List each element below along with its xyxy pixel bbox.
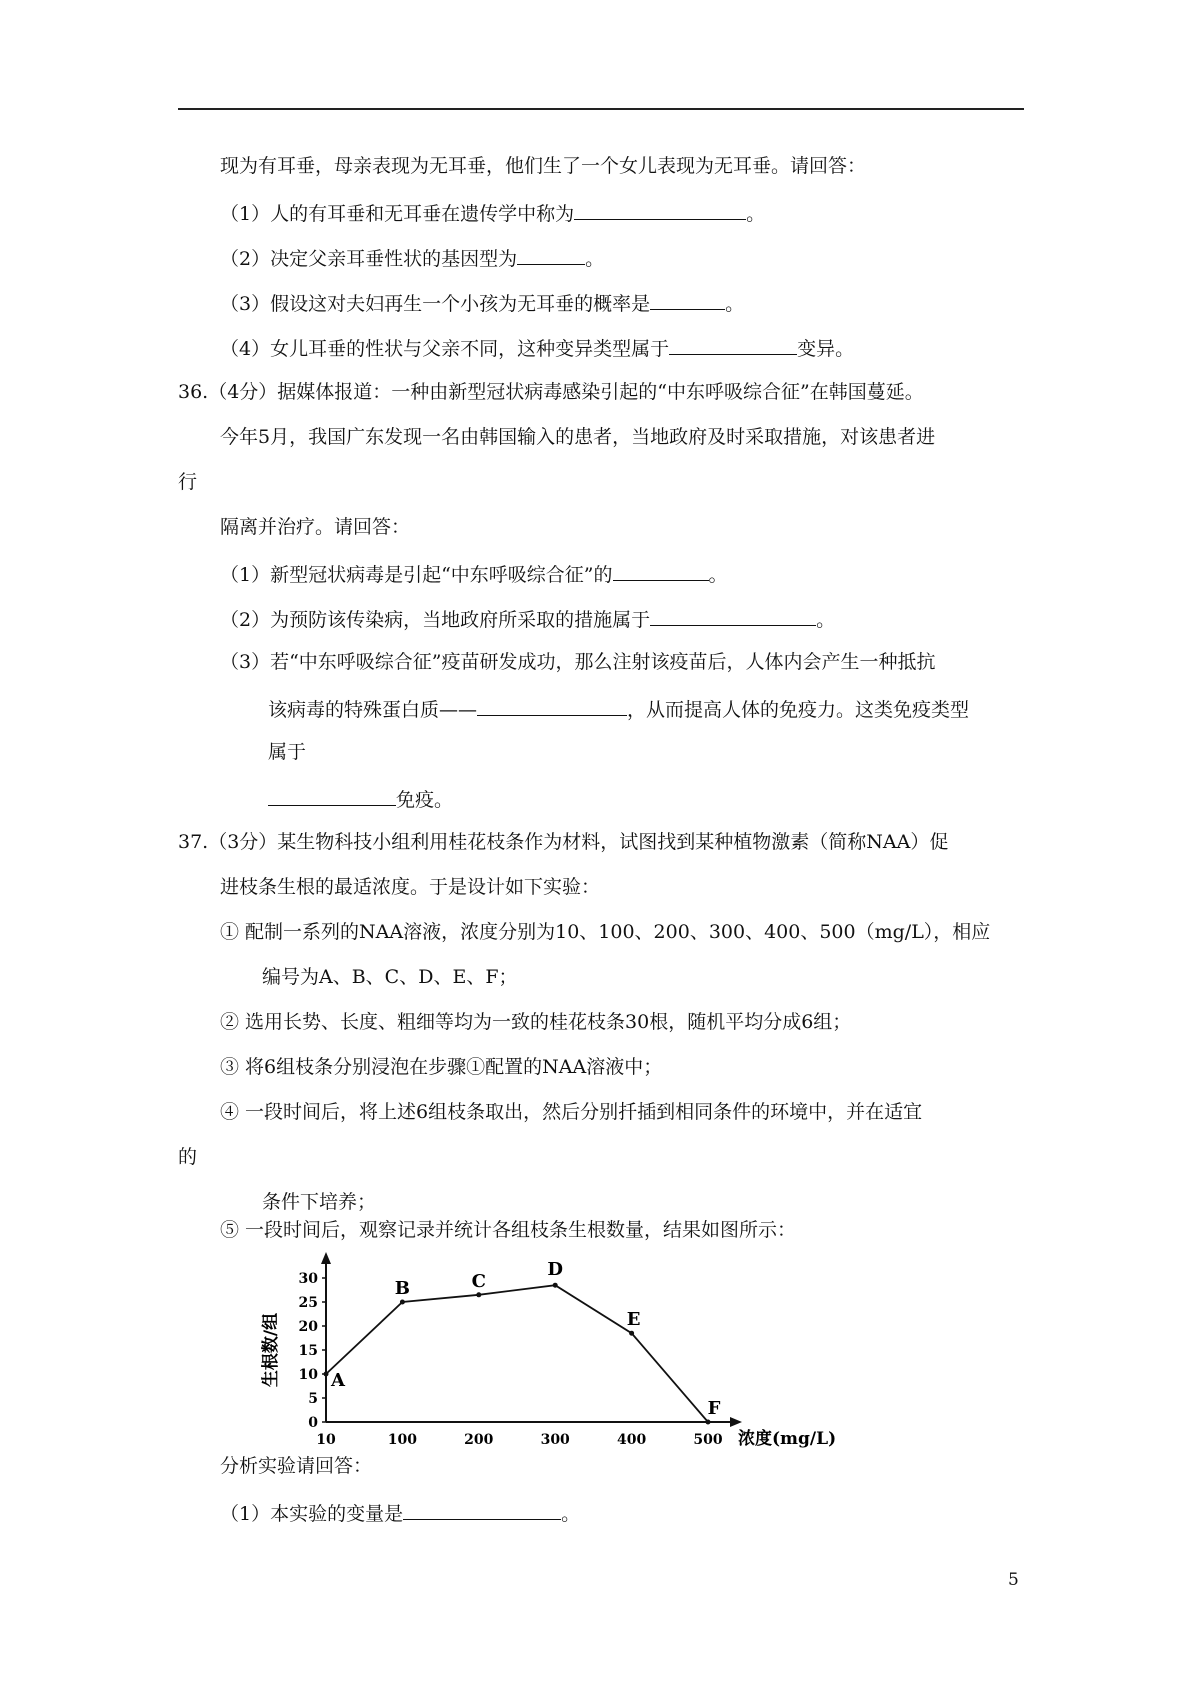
q35-sub1-end: 。 — [746, 203, 766, 225]
answer-blank[interactable] — [517, 242, 585, 265]
y-tick-label: 10 — [298, 1367, 318, 1383]
q37-step4c: 条件下培养； — [262, 1191, 377, 1213]
q36-sub3b-text: 该病毒的特殊蛋白质—— — [268, 699, 478, 721]
q37-analysis: 分析实验请回答： — [220, 1455, 373, 1477]
answer-blank[interactable] — [613, 558, 709, 581]
x-tick-label: 300 — [540, 1432, 570, 1448]
x-tick-label: 500 — [693, 1432, 723, 1448]
q35-sub3-end: 。 — [725, 293, 745, 315]
x-tick-label: 100 — [387, 1432, 418, 1448]
q36-sub3c: 属于 — [268, 741, 307, 763]
q36-sub3b-end: ，从而提高人体的免疫力。这类免疫类型 — [627, 699, 970, 721]
chart-xlabel: 浓度(mg/L) — [738, 1429, 837, 1448]
x-tick-label: 400 — [616, 1432, 647, 1448]
chart-y-ticks — [299, 1271, 326, 1431]
data-point — [324, 1372, 329, 1377]
point-label: A — [331, 1370, 345, 1391]
rooting-chart — [256, 1248, 856, 1448]
y-tick-label: 0 — [308, 1415, 318, 1431]
q36-line3: 行 — [178, 471, 198, 493]
answer-blank[interactable] — [268, 783, 396, 806]
q36-line2: 今年5月，我国广东发现一名由韩国输入的患者，当地政府及时采取措施，对该患者进 — [220, 426, 936, 448]
q35-sub2 — [220, 242, 604, 273]
answer-blank[interactable] — [650, 287, 725, 310]
q35-sub4-text: （4）女儿耳垂的性状与父亲不同，这种变异类型属于 — [220, 338, 670, 360]
q37-step5: ⑤ 一段时间后，观察记录并统计各组枝条生根数量，结果如图所示： — [220, 1219, 797, 1241]
chart-axes — [321, 1252, 742, 1427]
q37-head: 37.（3分）某生物科技小组利用桂花枝条作为材料，试图找到某种植物激素（简称NAA）促 — [178, 831, 949, 853]
point-label: B — [394, 1278, 411, 1299]
q36-sub3b — [268, 693, 969, 724]
data-point — [476, 1292, 481, 1297]
header-rule — [178, 108, 1024, 110]
x-tick-label: 10 — [316, 1432, 336, 1448]
q37-step1a: ① 配制一系列的NAA溶液，浓度分别为10、100、200、300、400、500（mg/L），相应 — [220, 921, 991, 943]
q35-sub3 — [220, 287, 744, 318]
answer-blank[interactable] — [403, 1497, 561, 1520]
q35-intro: 现为有耳垂，母亲表现为无耳垂，他们生了一个女儿表现为无耳垂。请回答： — [220, 155, 867, 177]
point-label: C — [471, 1270, 486, 1292]
point-label: D — [547, 1259, 564, 1281]
q35-sub4-end: 变异。 — [797, 338, 855, 360]
q37-sub1 — [220, 1497, 580, 1528]
y-tick-label: 15 — [298, 1343, 318, 1359]
q36-sub3d — [268, 783, 453, 814]
chart-x-ticks — [316, 1432, 723, 1448]
q37-head2: 进枝条生根的最适浓度。于是设计如下实验： — [220, 876, 601, 898]
q36-head: 36.（4分）据媒体报道：一种由新型冠状病毒感染引起的“中东呼吸综合征”在韩国蔓延。 — [178, 381, 924, 403]
y-tick-label: 5 — [308, 1391, 318, 1407]
q35-sub1-text: （1）人的有耳垂和无耳垂在遗传学中称为 — [220, 203, 575, 225]
q36-line4: 隔离并治疗。请回答： — [220, 516, 411, 538]
y-tick-label: 25 — [298, 1295, 318, 1311]
q36-sub2-text: （2）为预防该传染病，当地政府所采取的措施属于 — [220, 609, 651, 631]
q35-sub1 — [220, 197, 765, 228]
data-point — [400, 1300, 405, 1305]
data-point — [553, 1283, 558, 1288]
point-label: E — [626, 1309, 641, 1331]
q36-sub3d-end: 免疫。 — [396, 789, 454, 811]
q36-sub3a: （3）若“中东呼吸综合征”疫苗研发成功，那么注射该疫苗后，人体内会产生一种抵抗 — [220, 651, 936, 673]
q35-sub2-text: （2）决定父亲耳垂性状的基因型为 — [220, 248, 518, 270]
q37-sub1-text: （1）本实验的变量是 — [220, 1503, 404, 1525]
q37-sub1-end: 。 — [561, 1503, 581, 1525]
q36-sub1-end: 。 — [708, 564, 728, 586]
q37-step1b: 编号为A、B、C、D、E、F； — [262, 966, 518, 988]
data-point — [629, 1331, 634, 1336]
q36-sub1-text: （1）新型冠状病毒是引起“中东呼吸综合征”的 — [220, 564, 613, 586]
point-label: F — [707, 1398, 721, 1419]
y-axis-arrow — [321, 1252, 331, 1264]
q37-step4b: 的 — [178, 1146, 198, 1168]
q36-sub1 — [220, 558, 728, 589]
answer-blank[interactable] — [477, 693, 627, 716]
page-number: 5 — [1008, 1570, 1019, 1590]
chart-ylabel: 生根数/组 — [261, 1312, 281, 1388]
y-tick-label: 30 — [298, 1271, 318, 1287]
q37-step2: ② 选用长势、长度、粗细等均为一致的桂花枝条30根，随机平均分成6组； — [220, 1011, 852, 1033]
q35-sub4 — [220, 332, 854, 363]
answer-blank[interactable] — [669, 332, 797, 355]
answer-blank[interactable] — [574, 197, 746, 220]
q37-step4a: ④ 一段时间后，将上述6组枝条取出，然后分别扦插到相同条件的环境中，并在适宜 — [220, 1101, 923, 1123]
answer-blank[interactable] — [650, 603, 816, 626]
q35-sub3-text: （3）假设这对夫妇再生一个小孩为无耳垂的概率是 — [220, 293, 651, 315]
q36-sub2-end: 。 — [816, 609, 836, 631]
data-point — [706, 1420, 711, 1425]
x-axis-arrow — [730, 1417, 742, 1427]
chart-points — [324, 1259, 721, 1424]
y-tick-label: 20 — [298, 1319, 318, 1335]
q37-step3: ③ 将6组枝条分别浸泡在步骤①配置的NAA溶液中； — [220, 1056, 663, 1078]
q36-sub2 — [220, 603, 835, 634]
q35-sub2-end: 。 — [585, 248, 605, 270]
chart-series — [326, 1285, 708, 1422]
x-tick-label: 200 — [464, 1432, 494, 1448]
series-line — [326, 1285, 708, 1422]
